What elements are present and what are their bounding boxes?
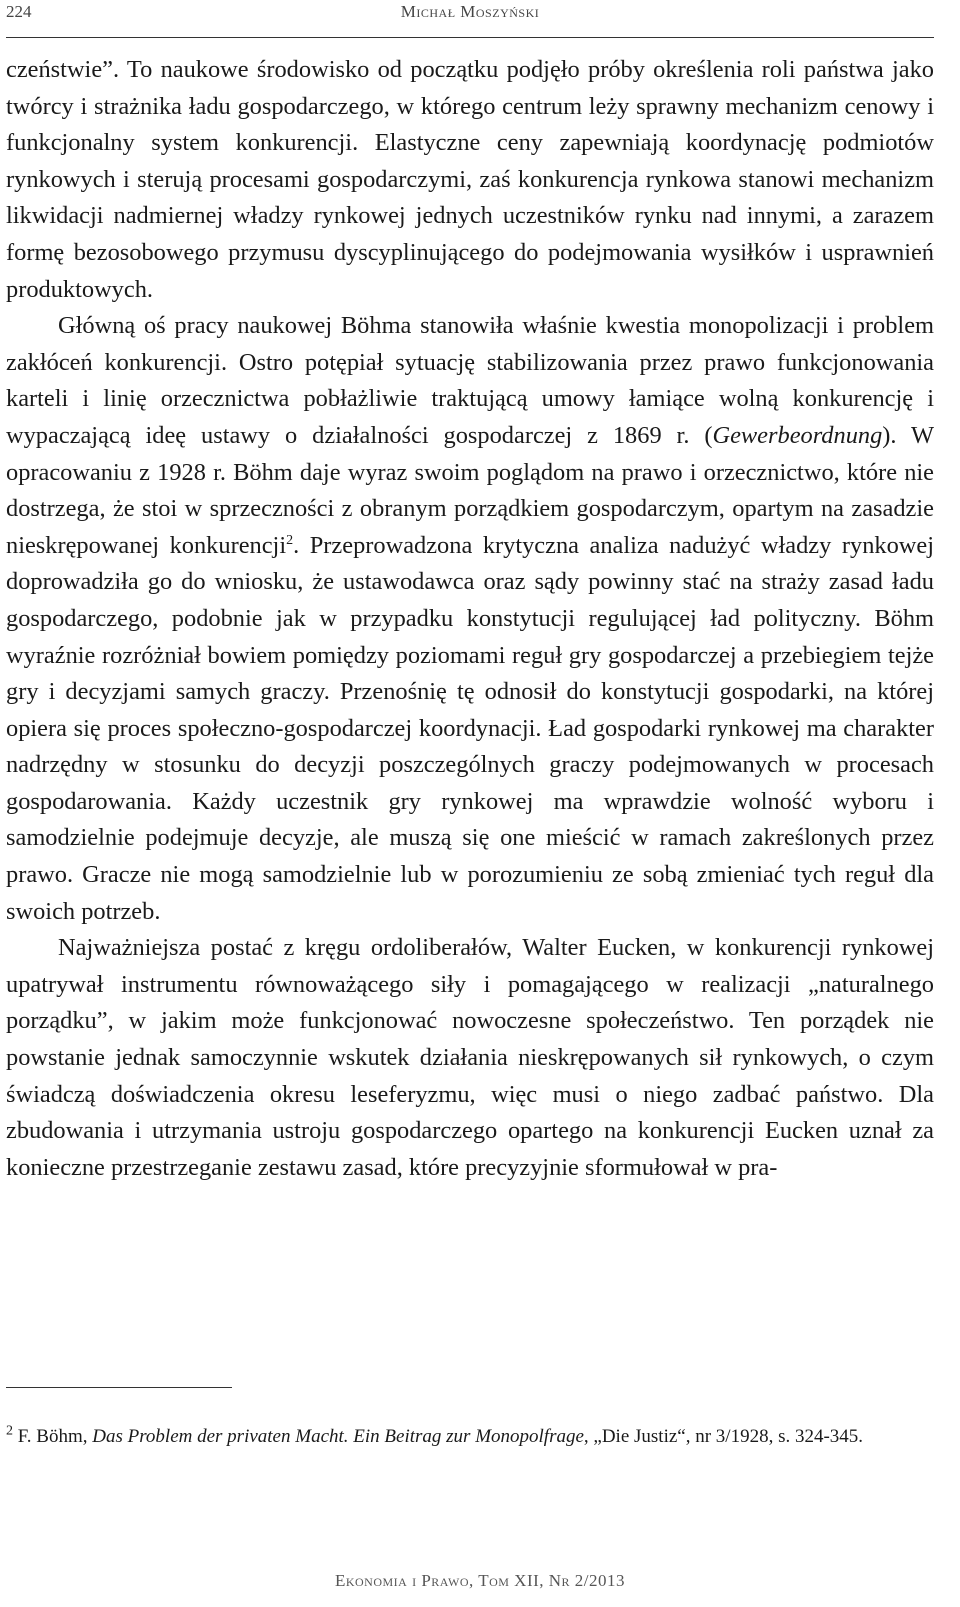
gewerbeordnung-italic: Gewerbeordnung: [712, 421, 883, 449]
page-footer: Ekonomia i Prawo, Tom XII, Nr 2/2013: [334, 1571, 626, 1590]
footnote-number: 2: [6, 1423, 13, 1439]
paragraph-1: czeństwie”. To naukowe środowisko od początku podjęło próby określenia roli państwa jako twórcy i strażnika ładu gospodarczego, w którego centrum leży sprawny mechanizm cenowy i funkcjonalny system konkurencji. Elastyczne ceny zapewniają koordynację podmiotów rynkowych i sterują procesami gospodarczymi, zaś konkurencja rynkowa stanowi mechanizm likwidacji nadmiernej władzy rynkowej jednych uczestników rynku nad innymi, a zarazem formę bezosobowego przymusu dyscyplinującego do podejmowania wysiłków i usprawnień produktowych.: [6, 56, 934, 303]
footnote-text-b: , „Die Justiz“, nr 3/1928, s. 324-345.: [583, 1426, 864, 1447]
paragraph-2: [6, 308, 934, 930]
footnote-separator: [6, 1387, 232, 1388]
body-text: [6, 52, 934, 1186]
page-header: [6, 0, 934, 38]
footnote: [6, 1422, 934, 1452]
footnote-title-italic: Das Problem der privaten Macht. Ein Beitrag zur Monopolfrage: [92, 1426, 584, 1447]
paragraph-2-part-c: . Przeprowadzona krytyczna analiza nadużyć władzy rynkowej doprowadziła go do wniosku, że ustawodawca oraz sądy powinny stać na straży zasad ładu gospodarczego, podobnie jak w przypadku konstytucji regulującej ład polityczny. Böhm wyraźnie rozróżniał bowiem pomiędzy poziomami reguł gry gospodarczej a przebiegiem tejże gry i decyzjami samych graczy. Przenośnię tę odnosił do konstytucji gospodarki, na której opiera się proces społeczno-gospodarczej koordynacji. Ład gospodarki rynkowej ma charakter nadrzędny w stosunku do decyzji poszczególnych graczy podejmowanych w procesach gospodarowania. Każdy uczestnik gry rynkowej ma wprawdzie wolność wyboru i samodzielnie podejmuje decyzje, ale muszą się one mieścić w ramach zakreślonych przez prawo. Gracze nie mogą samodzielnie lub w porozumieniu ze sobą zmieniać tych reguł dla swoich potrzeb.: [6, 531, 934, 925]
paragraph-3: Najważniejsza postać z kręgu ordoliberałów, Walter Eucken, w konkurencji rynkowej upatrywał instrumentu równoważącego siły i pomagającego w realizacji „naturalnego porządku”, w jakim może funkcjonować nowoczesne społeczeństwo. Ten porządek nie powstanie jednak samoczynnie wskutek działania nieskrępowanych sił rynkowych, o czym świadczą doświadczenia okresu leseferyzmu, więc musi o niego zadbać państwo. Dla zbudowania i utrzymania ustroju gospodarczego opartego na konkurencji Eucken uznał za konieczne przestrzeganie zestawu zasad, które precyzyjnie sformułował w pra-: [6, 934, 934, 1181]
paragraph-2-part-a: Główną oś pracy naukowej Böhma stanowiła właśnie kwestia monopolizacji i problem zakłóceń konkurencji. Ostro potępiał sytuację stabilizowania przez prawo funkcjonowania karteli i linię orzecznictwa pobłażliwie traktującą umowy łamiące wolną konkurencję i wypaczającą ideę ustawy o działalności gospodarczej z 1869 r. (: [6, 312, 934, 449]
footnote-reference[interactable]: 2: [286, 532, 294, 548]
paragraph-2-part-b: ). W opracowaniu z 1928 r. Böhm daje wyraz swoim poglądom na prawo i orzecznictwo, które nie dostrzega, że stoi w sprzeczności z obranym porządkiem gospodarczym, opartym na zasadzie nieskrępowanej konkurencji: [6, 421, 934, 559]
footnote-text-a: F. Böhm,: [17, 1426, 93, 1447]
page-number: 224: [6, 2, 32, 21]
running-title: Michał Moszyński: [400, 2, 540, 21]
